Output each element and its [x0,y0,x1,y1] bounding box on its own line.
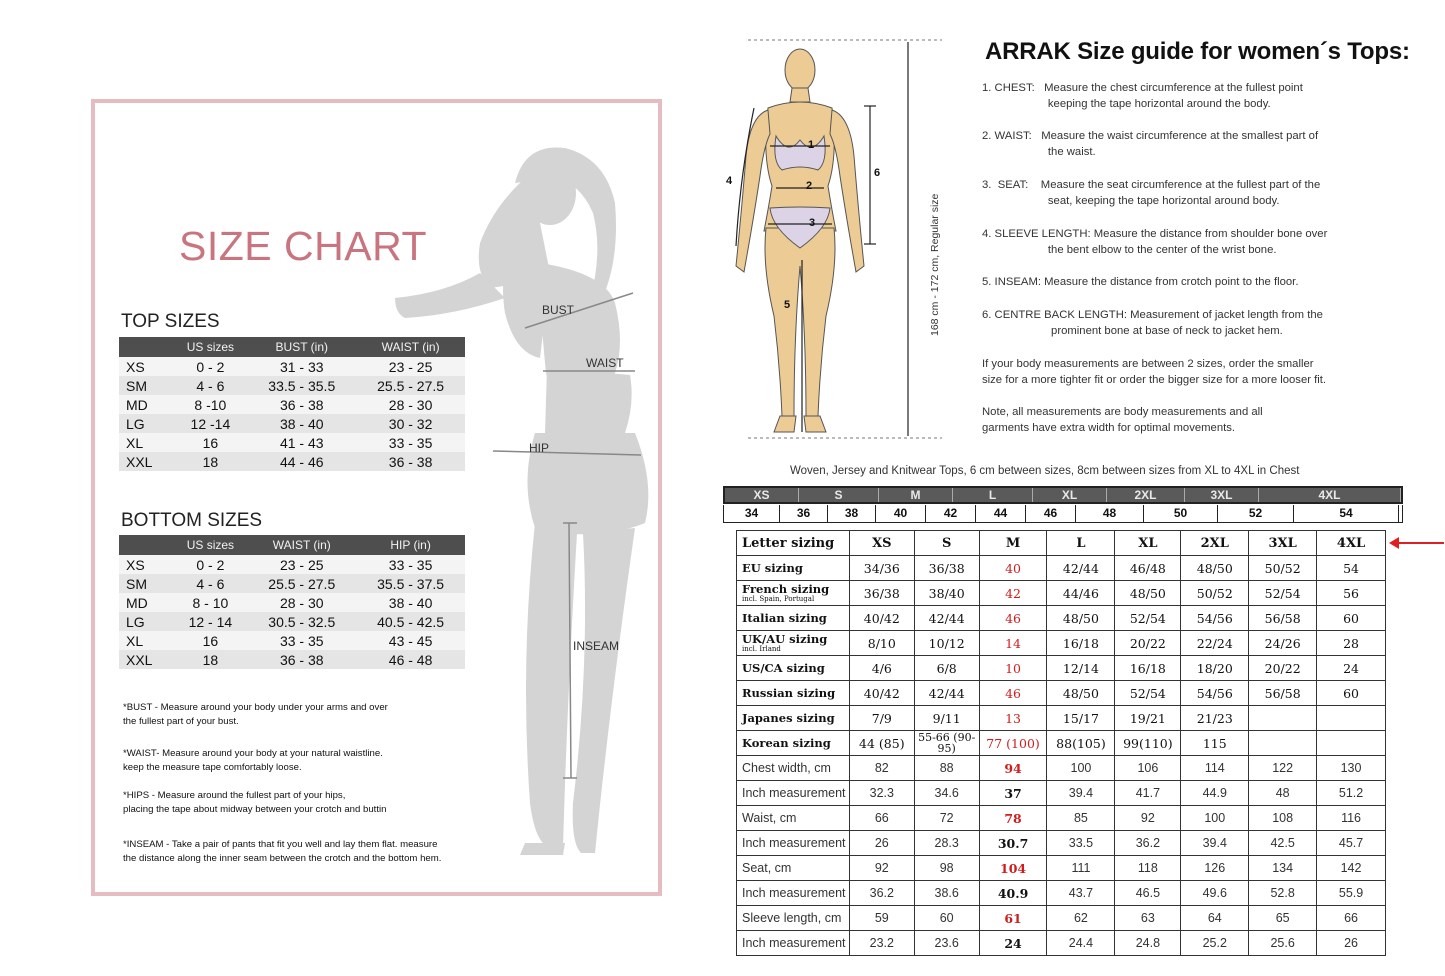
conversion-cell: 23.6 [914,931,979,956]
conversion-cell: 24/26 [1249,631,1317,656]
table-cell: SM [119,574,173,593]
size-chart-card [91,99,662,896]
waist-label: WAIST [586,356,624,370]
column-header: WAIST (in) [356,337,465,357]
conversion-row-label: Seat, cm [737,856,850,881]
conversion-cell: 115 [1181,731,1249,756]
conversion-cell: 52/54 [1249,581,1317,606]
conversion-header-cell: XL [1115,531,1181,556]
letter-size-cell: XS [725,488,799,502]
conversion-row [737,756,1386,781]
conversion-cell: 54 [1317,556,1386,581]
conversion-cell: 64 [1181,906,1249,931]
table-row [119,395,465,414]
conversion-header-cell: XS [849,531,914,556]
marker-3: 3 [809,217,816,229]
conversion-cell: 18/20 [1181,656,1249,681]
table-row [119,452,465,471]
table-cell: LG [119,612,173,631]
conversion-cell: 42 [979,581,1047,606]
conversion-cell: 111 [1047,856,1115,881]
table-cell: 12 - 14 [173,612,247,631]
column-header: US sizes [173,337,247,357]
marker-4: 4 [726,175,733,187]
conversion-row-label: Inch measurement [737,831,850,856]
table-cell: 18 [173,650,247,669]
conversion-cell: 62 [1047,906,1115,931]
conversion-cell: 50/52 [1181,581,1249,606]
table-cell: 23 - 25 [356,357,465,376]
conversion-cell: 26 [849,831,914,856]
conversion-cell: 77 (100) [979,731,1047,756]
conversion-cell: 39.4 [1181,831,1249,856]
letter-size-cell: S [799,488,879,502]
conversion-header-cell: M [979,531,1047,556]
conversion-header-cell: S [914,531,979,556]
conversion-cell: 21/23 [1181,706,1249,731]
note-waist: *WAIST- Measure around your body at your natural waistline. keep the measure tape comfortably loose. [123,748,383,773]
conversion-cell: 6/8 [914,656,979,681]
conversion-row [737,706,1386,731]
conversion-cell: 14 [979,631,1047,656]
conversion-cell: 114 [1181,756,1249,781]
conversion-cell [1249,731,1317,756]
red-arrow-icon [1392,542,1444,544]
letter-size-cell: L [953,488,1033,502]
number-size-cell: 48 [1076,505,1144,522]
conversion-cell: 42/44 [914,681,979,706]
conversion-cell: 4/6 [849,656,914,681]
conversion-cell: 78 [979,806,1047,831]
conversion-cell: 40 [979,556,1047,581]
conversion-cell: 98 [914,856,979,881]
bottom-sizes-title: BOTTOM SIZES [121,510,263,531]
table-row [119,555,465,574]
table-header-row [119,535,465,555]
table-cell: 33.5 - 35.5 [247,376,356,395]
conversion-cell: 8/10 [849,631,914,656]
band-caption: Woven, Jersey and Knitwear Tops, 6 cm between sizes, 8cm between sizes from XL to 4XL in Chest [790,465,1300,477]
table-cell: 28 - 30 [247,593,356,612]
conversion-row [737,856,1386,881]
conversion-row-label: Korean sizing [737,731,850,756]
table-cell: MD [119,395,173,414]
conversion-cell: 54/56 [1181,681,1249,706]
conversion-cell: 36.2 [849,881,914,906]
conversion-cell: 48/50 [1047,681,1115,706]
conversion-cell: 134 [1249,856,1317,881]
number-size-cell: 50 [1144,505,1218,522]
conversion-cell: 36.2 [1115,831,1181,856]
letter-size-strip [723,486,1403,504]
conversion-cell: 46 [979,681,1047,706]
conversion-cell: 22/24 [1181,631,1249,656]
table-row [119,574,465,593]
number-size-cell: 46 [1026,505,1076,522]
table-cell: 41 - 43 [247,433,356,452]
size-conversion-table [736,530,1386,956]
conversion-cell: 56/58 [1249,606,1317,631]
conversion-cell: 40/42 [849,606,914,631]
red-arrow-head-icon [1389,537,1399,549]
number-size-cell: 52 [1218,505,1294,522]
conversion-row-label: US/CA sizing [737,656,850,681]
conversion-header-cell: Letter sizing [737,531,850,556]
conversion-row-label: Inch measurement [737,881,850,906]
body-measurement-diagram [720,36,950,456]
instruction-sleeve: 4. SLEEVE LENGTH: Measure the distance from shoulder bone over the bent elbow to the center of the wrist bone. [982,228,1328,256]
conversion-cell: 20/22 [1249,656,1317,681]
table-cell: 33 - 35 [356,555,465,574]
conversion-cell: 54/56 [1181,606,1249,631]
conversion-cell: 13 [979,706,1047,731]
conversion-cell: 20/22 [1115,631,1181,656]
conversion-cell: 130 [1317,756,1386,781]
table-cell: 33 - 35 [247,631,356,650]
conversion-cell: 100 [1181,806,1249,831]
conversion-cell: 24 [1317,656,1386,681]
instruction-waist: 2. WAIST: Measure the waist circumference at the smallest part of the waist. [982,130,1319,158]
conversion-cell [1317,731,1386,756]
instruction-back-length: 6. CENTRE BACK LENGTH: Measurement of jacket length from the prominent bone at base of neck to jacket hem. [982,309,1323,337]
table-row [119,631,465,650]
conversion-cell: 122 [1249,756,1317,781]
conversion-cell: 16/18 [1115,656,1181,681]
conversion-cell: 42/44 [914,606,979,631]
conversion-cell: 43.7 [1047,881,1115,906]
table-row [119,593,465,612]
conversion-cell: 44.9 [1181,781,1249,806]
conversion-cell: 10 [979,656,1047,681]
table-cell: XL [119,433,173,452]
conversion-cell: 46.5 [1115,881,1181,906]
conversion-cell: 94 [979,756,1047,781]
conversion-cell: 92 [1115,806,1181,831]
conversion-cell: 34.6 [914,781,979,806]
conversion-row [737,906,1386,931]
letter-size-cell: 3XL [1185,488,1259,502]
conversion-cell: 118 [1115,856,1181,881]
conversion-cell: 104 [979,856,1047,881]
column-header: WAIST (in) [247,535,356,555]
conversion-header-cell: 2XL [1181,531,1249,556]
note-inseam: *INSEAM - Take a pair of pants that fit you well and lay them flat. measure the distance along the inner seam between the crotch and the bottom hem. [123,839,442,864]
note-hips: *HIPS - Measure around the fullest part of your hips, placing the tape about midway between your crotch and buttin [123,790,387,815]
conversion-cell: 34/36 [849,556,914,581]
size-chart-title: SIZE CHART [179,223,427,269]
column-header [119,337,173,357]
conversion-cell: 40/42 [849,681,914,706]
conversion-cell: 50/52 [1249,556,1317,581]
arrak-guide-title: ARRAK Size guide for women´s Tops: [985,38,1410,65]
conversion-cell: 82 [849,756,914,781]
table-cell: 8 -10 [173,395,247,414]
letter-size-cell: 4XL [1259,488,1401,502]
table-cell: 43 - 45 [356,631,465,650]
table-cell: 23 - 25 [247,555,356,574]
conversion-cell: 30.7 [979,831,1047,856]
table-row [119,376,465,395]
conversion-row-label: French sizing incl. Spain, Portugal [737,581,850,606]
conversion-cell: 61 [979,906,1047,931]
conversion-row [737,731,1386,756]
conversion-cell: 23.2 [849,931,914,956]
instruction-inseam: 5. INSEAM: Measure the distance from crotch point to the floor. [982,276,1299,288]
instruction-chest: 1. CHEST: Measure the chest circumference at the fullest point keeping the tape horizontal around the body. [982,82,1303,110]
table-cell: 30.5 - 32.5 [247,612,356,631]
letter-size-cell: XL [1033,488,1107,502]
conversion-cell: 25.6 [1249,931,1317,956]
between-sizes-note: If your body measurements are between 2 sizes, order the smaller size for a more tighter fit or order the bigger size for a more looser fit. [982,358,1327,386]
marker-5: 5 [784,299,791,311]
conversion-row [737,656,1386,681]
table-cell: 25.5 - 27.5 [356,376,465,395]
table-cell: 36 - 38 [247,395,356,414]
conversion-row-label: Chest width, cm [737,756,850,781]
note-bust: *BUST - Measure around your body under your arms and over the fullest part of your bust. [123,702,388,727]
conversion-row [737,806,1386,831]
table-cell: 0 - 2 [173,555,247,574]
conversion-cell: 51.2 [1317,781,1386,806]
table-cell: 16 [173,433,247,452]
conversion-row [737,631,1386,656]
conversion-cell: 19/21 [1115,706,1181,731]
table-cell: 12 -14 [173,414,247,433]
conversion-cell: 106 [1115,756,1181,781]
number-size-cell: 34 [724,505,780,522]
table-cell: SM [119,376,173,395]
conversion-cell: 25.2 [1181,931,1249,956]
table-row [119,650,465,669]
conversion-cell: 38.6 [914,881,979,906]
number-size-cell: 42 [926,505,976,522]
conversion-cell: 56/58 [1249,681,1317,706]
table-row [119,612,465,631]
conversion-cell: 72 [914,806,979,831]
conversion-cell: 15/17 [1047,706,1115,731]
table-cell: 0 - 2 [173,357,247,376]
conversion-cell: 38/40 [914,581,979,606]
table-cell: 44 - 46 [247,452,356,471]
column-header: BUST (in) [247,337,356,357]
number-size-strip [723,505,1403,523]
table-cell: 4 - 6 [173,376,247,395]
conversion-row-label: Inch measurement [737,931,850,956]
hip-label: HIP [529,441,550,455]
conversion-cell: 24 [979,931,1047,956]
conversion-cell: 52/54 [1115,606,1181,631]
conversion-cell: 16/18 [1047,631,1115,656]
conversion-cell: 24.8 [1115,931,1181,956]
table-row [119,357,465,376]
table-cell: 30 - 32 [356,414,465,433]
conversion-cell: 56 [1317,581,1386,606]
conversion-cell: 48/50 [1181,556,1249,581]
conversion-cell: 33.5 [1047,831,1115,856]
conversion-cell: 85 [1047,806,1115,831]
conversion-cell: 37 [979,781,1047,806]
table-cell: XXL [119,452,173,471]
table-cell: 25.5 - 27.5 [247,574,356,593]
conversion-cell: 66 [849,806,914,831]
table-cell: 31 - 33 [247,357,356,376]
conversion-cell: 28.3 [914,831,979,856]
conversion-cell: 46/48 [1115,556,1181,581]
table-cell: 40.5 - 42.5 [356,612,465,631]
conversion-row-label: Japanes sizing [737,706,850,731]
number-size-cell: 38 [828,505,876,522]
marker-1: 1 [808,139,815,151]
instruction-seat: 3. SEAT: Measure the seat circumference at the fullest part of the seat, keeping the tape horizontal around body. [982,179,1321,207]
table-row [119,433,465,452]
number-size-cell: 40 [876,505,926,522]
top-sizes-table [119,337,465,471]
conversion-cell [1317,706,1386,731]
conversion-cell: 126 [1181,856,1249,881]
table-cell: 33 - 35 [356,433,465,452]
conversion-row-label: Sleeve length, cm [737,906,850,931]
table-cell: 38 - 40 [356,593,465,612]
table-cell: 35.5 - 37.5 [356,574,465,593]
conversion-cell: 44 (85) [849,731,914,756]
height-label: 168 cm - 172 cm, Regular size [929,193,941,336]
conversion-row-label: Inch measurement [737,781,850,806]
table-cell: 18 [173,452,247,471]
conversion-cell: 36/38 [849,581,914,606]
conversion-cell: 88 [914,756,979,781]
bust-label: BUST [542,303,575,317]
conversion-cell: 88(105) [1047,731,1115,756]
conversion-cell: 10/12 [914,631,979,656]
conversion-row [737,881,1386,906]
conversion-cell: 42/44 [1047,556,1115,581]
marker-6: 6 [874,167,881,179]
table-cell: 28 - 30 [356,395,465,414]
conversion-row [737,606,1386,631]
table-cell: 36 - 38 [356,452,465,471]
table-cell: XS [119,357,173,376]
conversion-row-label: Waist, cm [737,806,850,831]
conversion-cell: 41.7 [1115,781,1181,806]
inseam-label: INSEAM [573,639,620,653]
table-header-row [119,337,465,357]
conversion-cell: 66 [1317,906,1386,931]
table-row [119,414,465,433]
conversion-cell: 60 [1317,681,1386,706]
conversion-cell: 12/14 [1047,656,1115,681]
number-size-cell: 36 [780,505,828,522]
table-cell: XL [119,631,173,650]
conversion-cell: 40.9 [979,881,1047,906]
letter-size-cell: M [879,488,953,502]
conversion-row [737,581,1386,606]
conversion-header-row [737,531,1386,556]
conversion-cell: 65 [1249,906,1317,931]
number-size-cell: 54 [1294,505,1399,522]
conversion-cell: 7/9 [849,706,914,731]
conversion-cell: 55.9 [1317,881,1386,906]
table-cell: 16 [173,631,247,650]
number-size-cell: 44 [976,505,1026,522]
conversion-cell: 116 [1317,806,1386,831]
conversion-cell: 142 [1317,856,1386,881]
conversion-row [737,931,1386,956]
bottom-sizes-table [119,535,465,669]
conversion-row-label: EU sizing [737,556,850,581]
conversion-cell: 26 [1317,931,1386,956]
table-cell: LG [119,414,173,433]
conversion-cell: 99(110) [1115,731,1181,756]
conversion-cell: 46 [979,606,1047,631]
conversion-row-label: Russian sizing [737,681,850,706]
conversion-cell: 28 [1317,631,1386,656]
conversion-cell: 52/54 [1115,681,1181,706]
conversion-cell: 49.6 [1181,881,1249,906]
conversion-cell: 48/50 [1047,606,1115,631]
conversion-row-label: Italian sizing [737,606,850,631]
conversion-cell: 24.4 [1047,931,1115,956]
conversion-cell: 59 [849,906,914,931]
table-cell: XS [119,555,173,574]
conversion-row [737,556,1386,581]
conversion-header-cell: 4XL [1317,531,1386,556]
conversion-row-label: UK/AU sizing incl. Irland [737,631,850,656]
conversion-cell: 52.8 [1249,881,1317,906]
conversion-cell: 48 [1249,781,1317,806]
column-header: US sizes [173,535,247,555]
conversion-cell: 42.5 [1249,831,1317,856]
conversion-cell: 108 [1249,806,1317,831]
conversion-cell: 55-66 (90-95) [914,731,979,756]
conversion-cell: 45.7 [1317,831,1386,856]
conversion-cell: 63 [1115,906,1181,931]
conversion-row [737,681,1386,706]
body-measurements-note: Note, all measurements are body measurements and all garments have extra width for optimal movements. [982,406,1263,434]
letter-size-cell: 2XL [1107,488,1185,502]
conversion-header-cell: L [1047,531,1115,556]
top-sizes-title: TOP SIZES [121,311,220,332]
table-cell: 36 - 38 [247,650,356,669]
conversion-cell: 48/50 [1115,581,1181,606]
table-cell: 8 - 10 [173,593,247,612]
conversion-cell: 44/46 [1047,581,1115,606]
conversion-cell: 100 [1047,756,1115,781]
conversion-row [737,781,1386,806]
conversion-cell: 32.3 [849,781,914,806]
conversion-cell: 60 [914,906,979,931]
marker-2: 2 [806,180,813,192]
conversion-row [737,831,1386,856]
table-cell: XXL [119,650,173,669]
table-cell: MD [119,593,173,612]
conversion-cell: 39.4 [1047,781,1115,806]
conversion-cell: 60 [1317,606,1386,631]
table-cell: 4 - 6 [173,574,247,593]
conversion-cell: 36/38 [914,556,979,581]
conversion-cell: 9/11 [914,706,979,731]
column-header [119,535,173,555]
column-header: HIP (in) [356,535,465,555]
conversion-cell [1249,706,1317,731]
table-cell: 38 - 40 [247,414,356,433]
table-cell: 46 - 48 [356,650,465,669]
conversion-cell: 92 [849,856,914,881]
conversion-header-cell: 3XL [1249,531,1317,556]
